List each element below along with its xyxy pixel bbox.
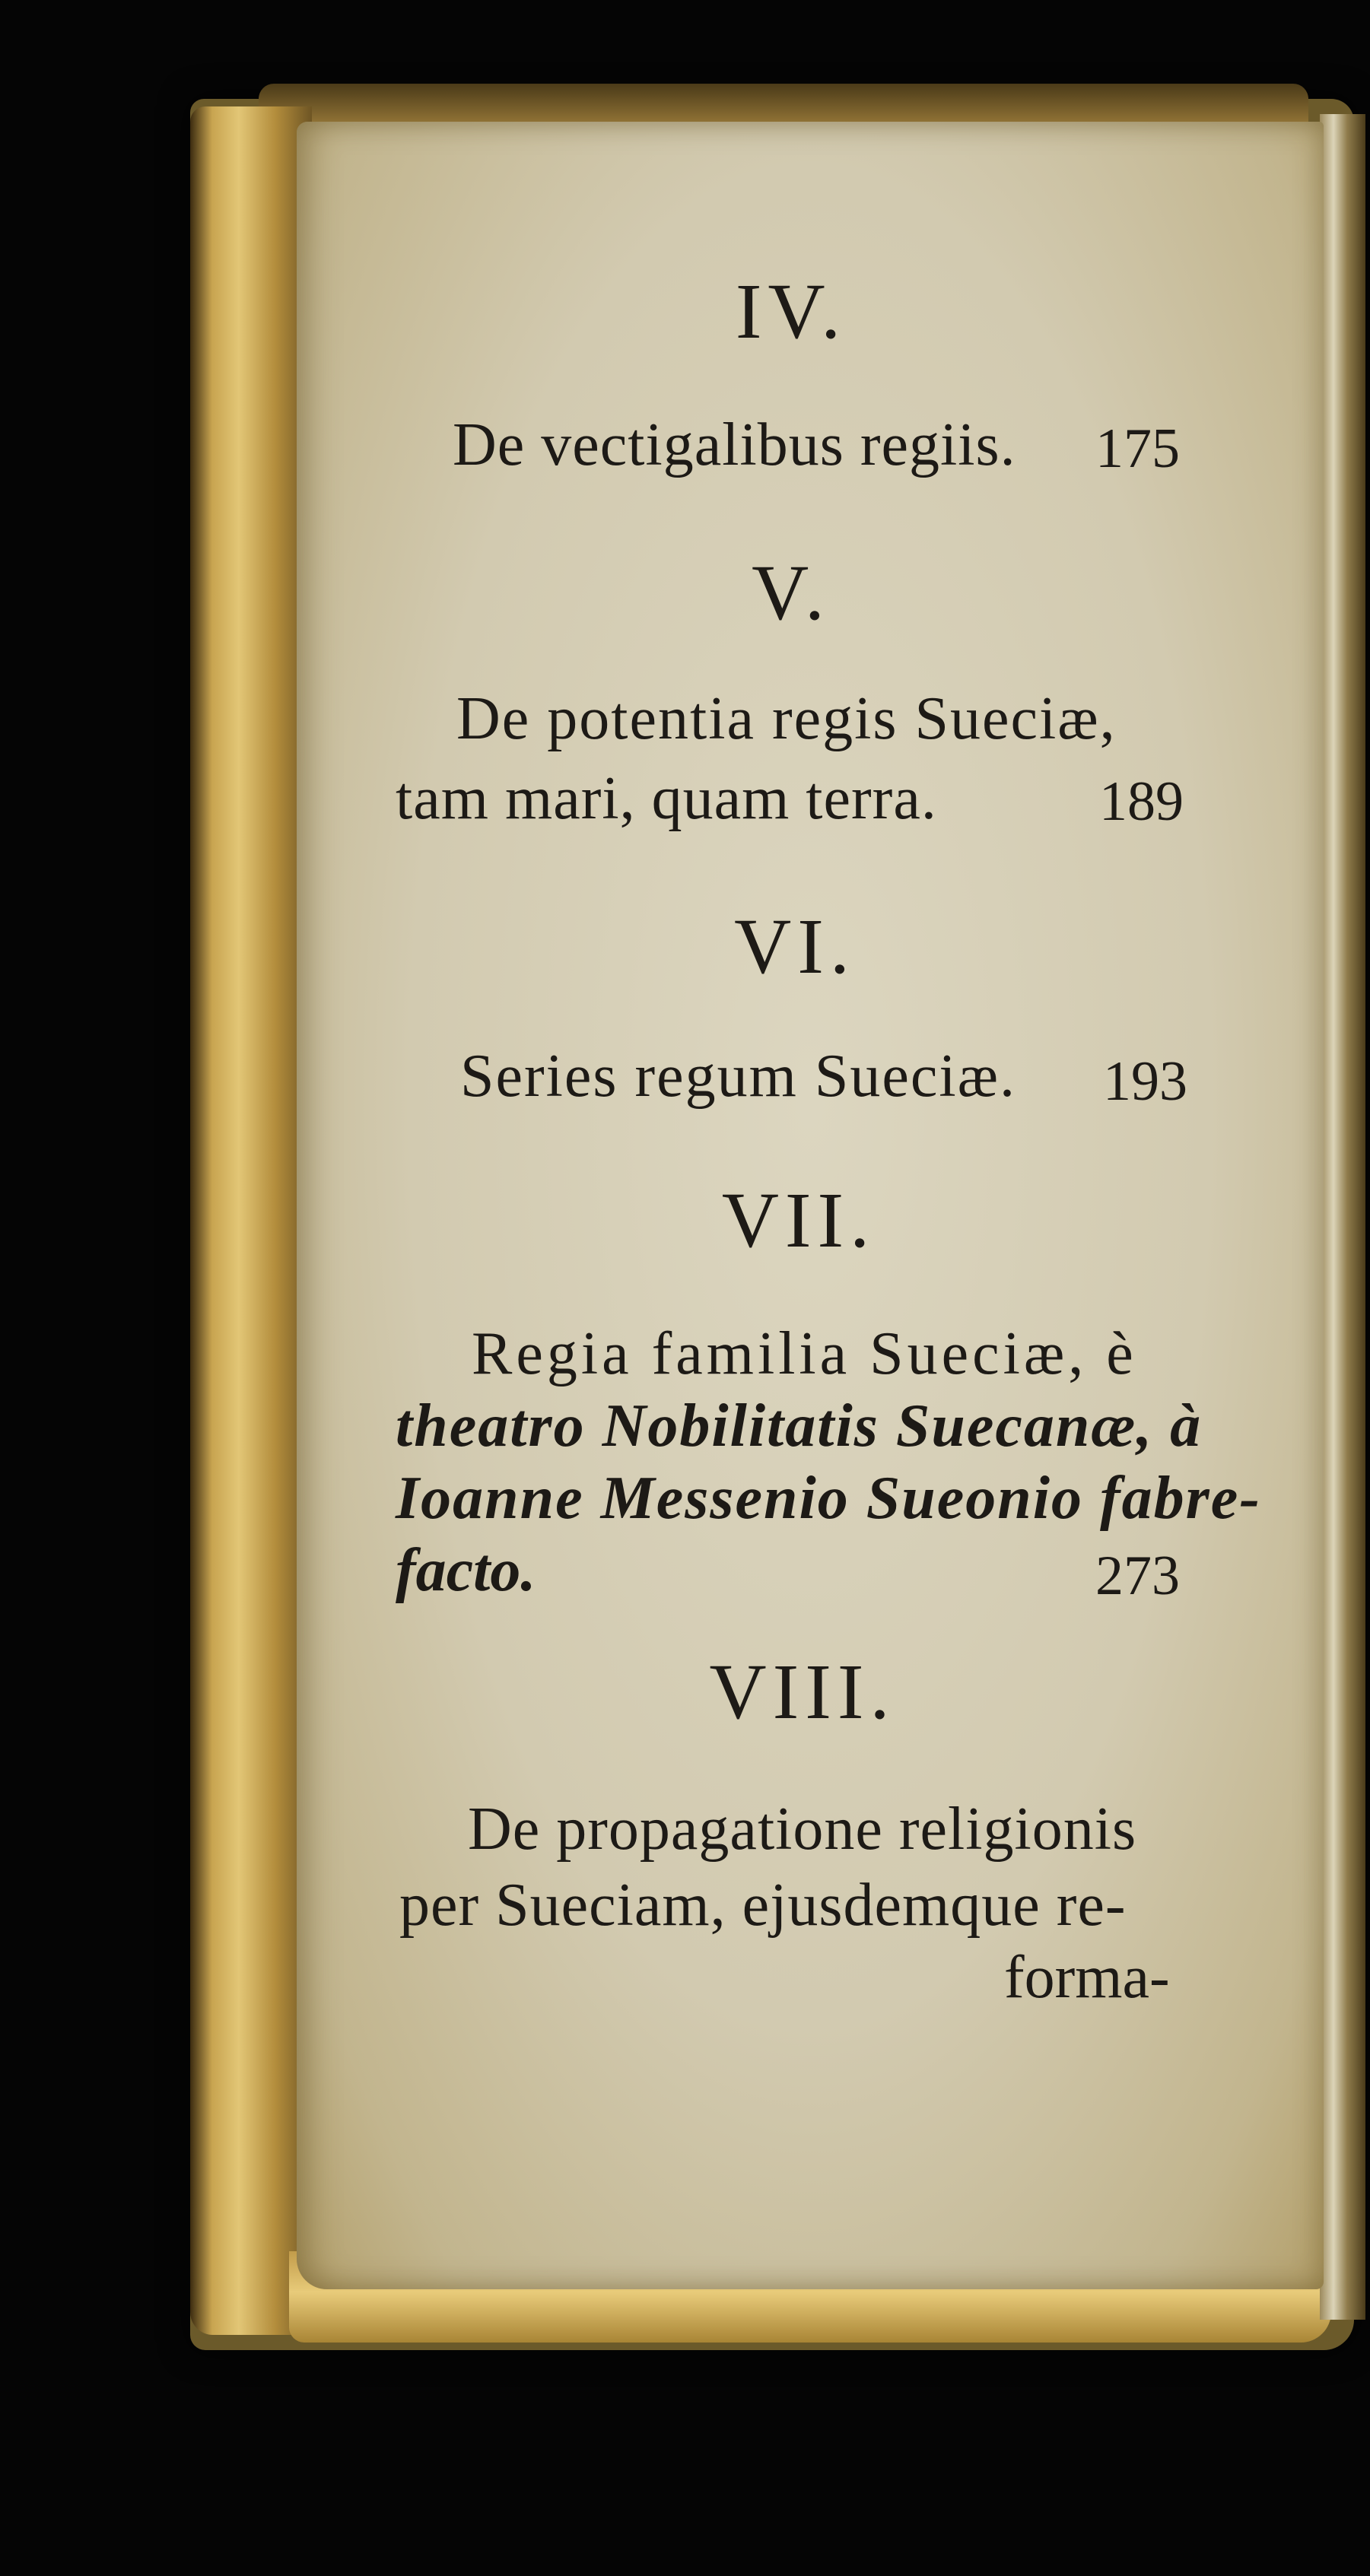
section-viii-line-1: De propagatione religionis [468,1796,1137,1863]
section-vii-line-3: Ioanne Messenio Sueonio fabre- [396,1465,1261,1532]
section-vii-line-2: theatro Nobilitatis Suecanæ, à [396,1393,1203,1460]
section-vii-page: 273 [1095,1545,1180,1607]
section-v-line-2: tam mari, quam terra. [396,765,937,832]
section-viii-line-2: per Sueciam, ejusdemque re- [399,1872,1127,1939]
section-heading-vii: VII. [721,1177,876,1264]
section-iv-page: 175 [1095,418,1180,480]
section-viii-line-3: forma- [1004,1944,1170,2011]
section-heading-v: V. [752,549,831,637]
section-v-line-1: De potentia regis Sueciæ, [456,685,1117,752]
section-vi-page: 193 [1103,1050,1187,1113]
section-heading-viii: VIII. [709,1648,896,1736]
section-v-page: 189 [1099,770,1184,833]
section-iv-line-1: De vectigalibus regiis. [453,411,1016,478]
section-vi-line-1: Series regum Sueciæ. [460,1043,1016,1110]
section-vii-line-1: Regia familia Sueciæ, è [472,1320,1137,1387]
section-heading-vi: VI. [734,903,856,990]
section-vii-line-4: facto. [396,1537,536,1604]
section-heading-iv: IV. [735,268,847,355]
